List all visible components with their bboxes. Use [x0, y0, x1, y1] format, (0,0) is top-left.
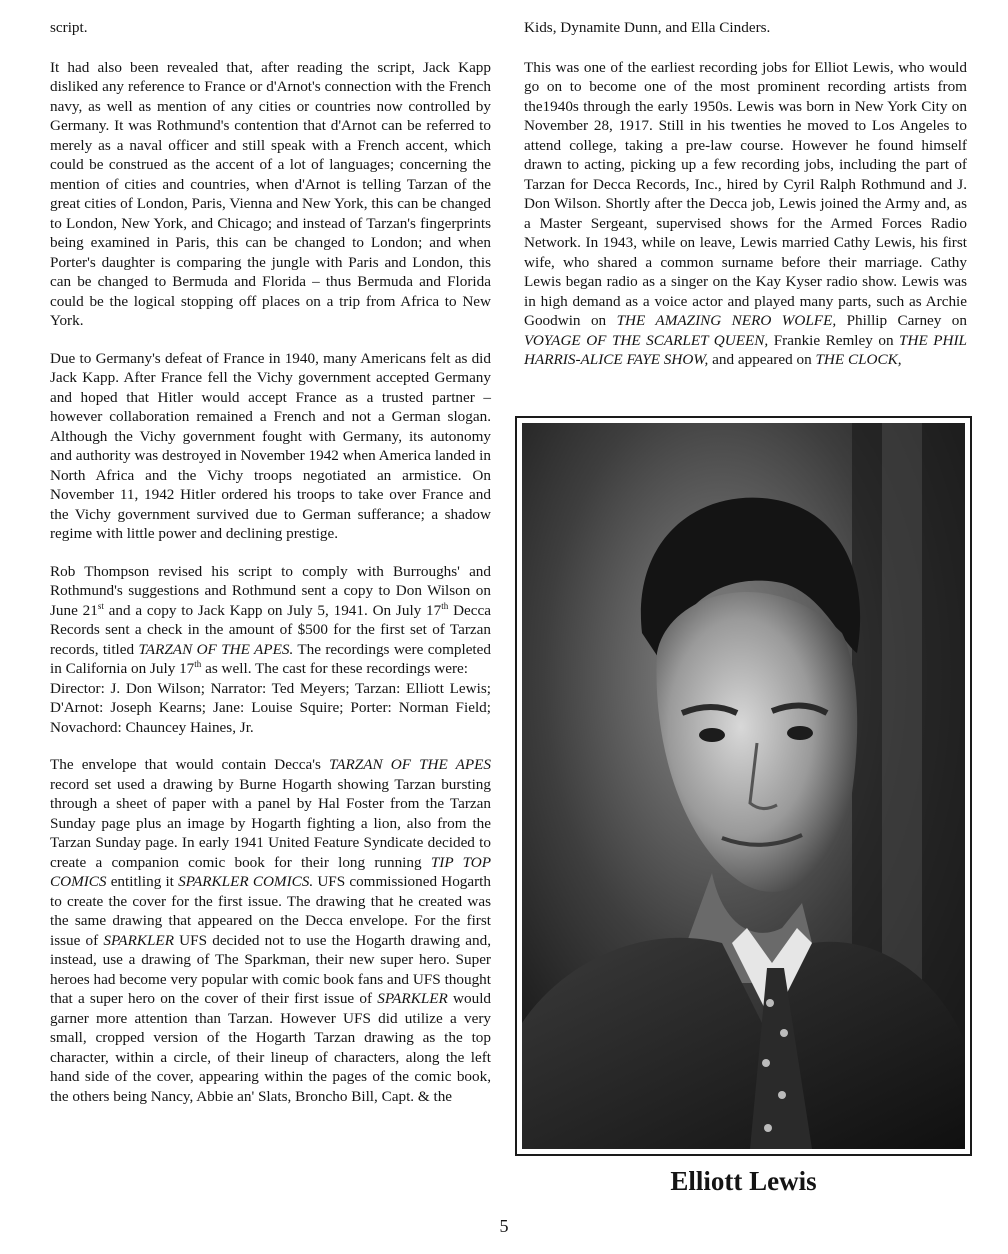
text-run: record set used a drawing by Burne Hogarth showing Tarzan bursting through a sheet of paper with a panel by Hal Foster from the Tarzan Sunday page plus an image by Hogarth fighting a lion, also from the Tarzan Sunday page. In early 1941 United Feature Syndicate decided to create a companion comic book for their long running — [50, 775, 491, 871]
photo-caption: Elliott Lewis — [670, 1166, 817, 1196]
show-title: THE CLOCK, — [815, 351, 902, 368]
show-title: THE AMAZING NERO WOLFE, — [616, 312, 837, 329]
comic-title: SPARKLER — [103, 931, 174, 949]
record-title: TARZAN OF THE APES. — [138, 640, 294, 658]
text-run: Phillip Carney on — [836, 312, 967, 329]
paragraph — [50, 562, 491, 679]
text-run: and appeared on — [708, 351, 816, 368]
portrait-photo — [522, 423, 965, 1149]
paragraph — [50, 755, 491, 1106]
superscript: th — [441, 600, 449, 611]
portrait-photo-icon — [522, 423, 965, 1149]
text-run: Frankie Remley on — [768, 331, 900, 349]
record-title: TARZAN OF THE APES — [328, 756, 491, 773]
text-run: Rob Thompson revised his script to comply with Burroughs' and Rothmund's suggestions and Rothmund sent a copy to Don Wilson on June 21 — [50, 562, 491, 619]
left-column — [50, 18, 491, 1124]
comic-title: TIP TOP COMICS — [50, 853, 491, 890]
paragraph: Due to Germany's defeat of France in 1940, many Americans felt as did Jack Kapp. After France fell the Vichy government accepted Germany and hoped that Hitler would accept France as a trusted partner – however collaboration remained a French and not a German slogan. Although the Vichy government fought with Germany, its autonomy and authority was destroyed in November 1942 when America landed in North Africa and the Vichy troops negotiated an armistice. On November 11, 1942 Hitler ordered his troops to take over France and the Vichy government survived due to German sufferance; a shadow regime with little power and declining prestige. — [50, 349, 491, 542]
comic-title: SPARKLER — [377, 990, 448, 1007]
superscript: st — [97, 600, 104, 611]
text-run: UFS commissioned Hogarth to create the cover for the first issue. The drawing that he created was the same drawing that appeared on the Decca envelope. For the first issue of — [50, 873, 491, 949]
right-column — [524, 18, 967, 388]
photo-frame — [515, 416, 972, 1156]
paragraph: Kids, Dynamite Dunn, and Ella Cinders. — [524, 19, 771, 36]
text-run: UFS decided not to use the Hogarth drawing and, instead, use a drawing of The Sparkman, their new super hero. Super heroes had become very popular with comic book fans and UFS thought that a super hero on the cover of their first issue of — [50, 931, 491, 1007]
show-title: THE PHIL HARRIS-ALICE FAYE SHOW, — [524, 331, 967, 368]
text-run: Decca Records sent a check in the amount of $500 for the first set of Tarzan records, titled — [50, 601, 491, 658]
text-run: This was one of the earliest recording jobs for Elliot Lewis, who would go on to become one of the most prominent recording artists from the1940s through the early 1950s. Lewis was born in New York City on November 28, 1917. Still in his twenties he moved to Los Angeles to attend college, taking a pre-law course. However he found himself drawn to acting, picking up a few recording jobs, including the part of Tarzan for Decca Records, Inc., hired by Cyril Ralph Rothmund and J. Don Wilson. Shortly after the Decca job, Lewis joined the Army and, as a Master Sergeant, supervised shows for the Armed Forces Radio Network. In 1943, while on leave, Lewis married Cathy Lewis, his first wife, who shared a common surname before their marriage. Cathy Lewis began radio as a singer on the Kay Kyser radio show. Lewis was in high demand as a voice actor and played many parts, such as Archie Goodwin on — [524, 58, 967, 329]
paragraph — [524, 58, 967, 370]
text-run: The envelope that would contain Decca's — [50, 756, 329, 773]
paragraph: script. — [50, 19, 88, 36]
text-run: entitling it — [106, 873, 179, 890]
text-run: would garner more attention than Tarzan. However UFS did utilize a very small, cropped version of the Hogarth Tarzan drawing as the top character, within a circle, of their lineup of characters, along the left hand side of the cover, appearing within the pages of the comic book, the others being Nancy, Abbie an' Slats, Broncho Bill, Capt. & the — [50, 990, 492, 1105]
show-title: VOYAGE OF THE SCARLET QUEEN, — [524, 331, 769, 349]
text-run: as well. The cast for these recordings were: — [201, 660, 468, 677]
text-run: and a copy to Jack Kapp on July 5, 1941. On July 17 — [103, 601, 442, 619]
page-number: 5 — [499, 1216, 509, 1236]
superscript: th — [194, 658, 202, 669]
paragraph: It had also been revealed that, after reading the script, Jack Kapp disliked any reference to France or d'Arnot's connection with the French navy, as well as mention of any cities or countries now controlled by Germany. It was Rothmund's contention that d'Arnot can be referred to merely as a naval officer and still speak with a French accent, which could be construed as the accent of a lot of languages; concerning the mention of cities and countries, when d'Arnot is telling Tarzan of the great cities of London, Paris, Vienna and New York, this can be changed to London, New York, and Chicago; and instead of Tarzan's fingerprints being examined in Paris, this can be changed to London; and when Porter's daughter is comparing the jungle with Paris and London, this can be changed to Bermuda and Florida – thus Bermuda and Florida could be the logical stopping off places on a trip from Africa to New York. — [50, 58, 491, 329]
cast-list: Director: J. Don Wilson; Narrator: Ted Meyers; Tarzan: Elliott Lewis; D'Arnot: Joseph Kearns; Jane: Louise Squire; Porter: Norman Field; Novachord: Chauncey Haines, Jr. — [50, 679, 491, 736]
text-run: The recordings were completed in California on July 17 — [50, 640, 491, 677]
comic-title: SPARKLER COMICS. — [178, 873, 314, 890]
